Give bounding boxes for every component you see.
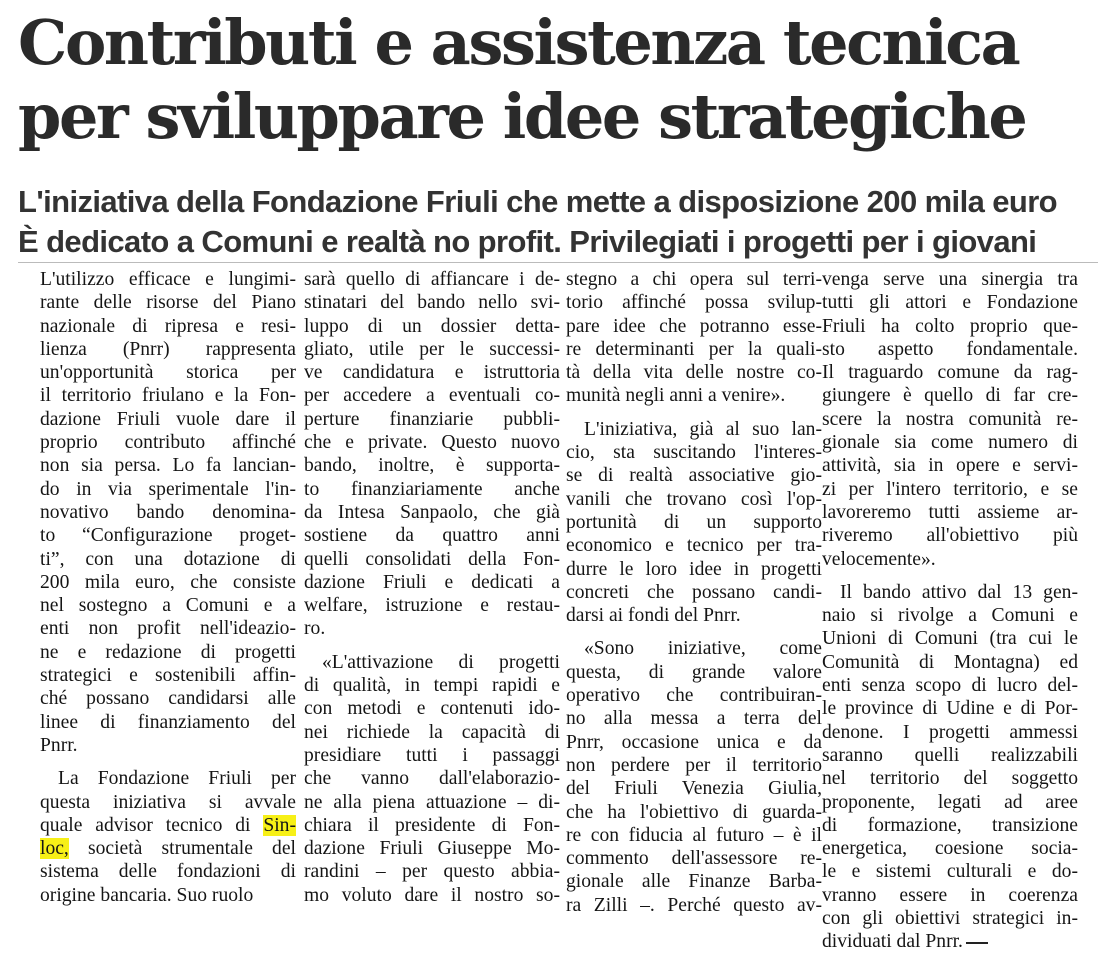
article-text-line: un'opportunità storica per	[40, 362, 296, 384]
article-text-line: rante delle risorse del Piano	[40, 292, 296, 314]
subheadline-line: È dedicato a Comuni e realtà no profit. Privilegiati i progetti per i giovani	[18, 224, 1037, 259]
article-text-line: di formazione, transizione	[822, 814, 1078, 836]
article-text-line: non sia persa. Lo fa lancian-	[40, 455, 296, 477]
article-text-line	[40, 814, 296, 837]
article-text-line: concreti che possano candi-	[566, 581, 822, 603]
article-text-line: ro.	[304, 618, 326, 640]
article-text-line: naio si rivolge a Comuni e	[822, 605, 1078, 627]
article-text-line: Unioni di Comuni (tra cui le	[822, 628, 1078, 650]
article-text-line: che vanno dall'elaborazio-	[304, 768, 560, 790]
article-text-line: operativo che contribuiran-	[566, 685, 822, 707]
article-column-2	[304, 268, 560, 907]
article-text-line: gionale alle Finanze Barba-	[566, 871, 822, 893]
article-text-line: ra Zilli –. Perché questo av-	[566, 894, 822, 916]
article-text-line: mo voluto dare il nostro so-	[304, 884, 560, 906]
article-text-line: vranno essere in coerenza	[822, 884, 1078, 906]
headline	[18, 6, 1098, 154]
article-text-line: Pnrr, occasione unica e da	[566, 731, 822, 753]
article-text-line: dazione Friuli vuole dare il	[40, 408, 296, 430]
article-text-line: Friuli ha colto proprio que-	[822, 315, 1078, 337]
article-text-line: «Sono iniziative, come	[584, 638, 822, 660]
article-text-line: novativo bando denomina-	[40, 501, 296, 523]
end-of-article-mark	[966, 942, 988, 944]
article-text-line: pare idee che potranno esse-	[566, 315, 822, 337]
article-text-line: sto aspetto fondamentale.	[822, 338, 1078, 360]
article-text-line: con gli obiettivi strategici in-	[822, 908, 1078, 930]
paragraph-gap	[566, 408, 822, 418]
article-text-line: ve candidatura e istruttoria	[304, 362, 560, 384]
article-text-line: nei richiede la capacità di	[304, 721, 560, 743]
article-column-1	[40, 268, 296, 907]
article-text-line: che ha l'obiettivo di guarda-	[566, 801, 822, 823]
subheadline-line: L'iniziativa della Fondazione Friuli che mette a disposizione 200 mila euro	[18, 184, 1058, 219]
article-text-line: no alla messa a terra del	[566, 708, 822, 730]
article-text-line: con metodi e contenuti ido-	[304, 698, 560, 720]
article-text-line: «L'attivazione di progetti	[322, 651, 560, 673]
article-text-line: durre le loro idee in progetti	[566, 558, 822, 580]
article-text-line: ne alla piena attuazione – di-	[304, 791, 560, 813]
article-text-line: tà della vita delle nostre co-	[566, 362, 822, 384]
article-text-line: quelli consolidati della Fon-	[304, 548, 560, 570]
article-text-line: commento dell'assessore re-	[566, 848, 822, 870]
article-text-line: saranno quelli realizzabili	[822, 744, 1078, 766]
article-text-line: che e private. Questo nuovo	[304, 432, 560, 454]
article-text-line: randini – per questo abbia-	[304, 861, 560, 883]
article-text-line: proponente, legati ad aree	[822, 791, 1078, 813]
paragraph-gap	[304, 641, 560, 651]
article-text-line: ne e redazione di progetti	[40, 641, 296, 663]
highlighted-text: Sin-	[263, 814, 296, 836]
article-text-line: giungere è quello di far cre-	[822, 385, 1078, 407]
article-text-line: Il traguardo comune da rag-	[822, 362, 1078, 384]
article-column-4	[822, 268, 1078, 954]
article-text-line: stinatari del bando nello svi-	[304, 292, 560, 314]
paragraph-gap	[566, 627, 822, 637]
article-text-line: origine bancaria. Suo ruolo	[40, 884, 254, 906]
article-text-line: riveremo all'obiettivo più	[822, 525, 1078, 547]
article-text-line: nel territorio del soggetto	[822, 768, 1078, 790]
article-text-line: darsi ai fondi del Pnrr.	[566, 605, 741, 627]
article-text-line: enti non profit nell'ideazio-	[40, 618, 296, 640]
article-text-line: denone. I progetti ammessi	[822, 721, 1078, 743]
article-text-line: cio, sta suscitando l'interes-	[566, 442, 822, 464]
article-text-line: La Fondazione Friuli per	[58, 768, 296, 790]
article-text-line: L'utilizzo efficace e lungimi-	[40, 269, 296, 290]
article-text-line: nazionale di ripresa e resi-	[40, 315, 296, 337]
article-text-line: gliato, utile per le successi-	[304, 338, 560, 360]
article-text-line: bando, inoltre, è supporta-	[304, 455, 560, 477]
article-text-line: to finanziariamente anche	[304, 478, 560, 500]
article-column-3	[566, 268, 822, 917]
article-text-line: welfare, istruzione e restau-	[304, 595, 560, 617]
article-text-line: dividuati dal Pnrr.	[822, 930, 1078, 953]
article-text-line: re con fiducia al futuro – è il	[566, 824, 822, 846]
article-text-line: sostiene da quattro anni	[304, 525, 560, 547]
article-text-line: chiara il presidente di Fon-	[304, 814, 560, 836]
article-text-line: linee di finanziamento del	[40, 711, 296, 733]
article-text-line: stegno a chi opera sul terri-	[566, 269, 822, 290]
article-text-line: perture finanziarie pubbli-	[304, 408, 560, 430]
article-text-line: 200 mila euro, che consiste	[40, 571, 296, 593]
headline-line: per sviluppare idee strategiche	[18, 80, 1026, 153]
article-text-line: se di realtà associative gio-	[566, 465, 822, 487]
article-text-line: da Intesa Sanpaolo, che già	[304, 501, 560, 523]
article-text-line: lienza (Pnrr) rappresenta	[40, 338, 296, 360]
article-text-line: enti senza scopo di lucro del-	[822, 675, 1078, 697]
article-text-line: to “Configurazione proget-	[40, 525, 296, 547]
paragraph-gap	[822, 571, 1078, 581]
article-text-line: strategici e sostenibili affin-	[40, 665, 296, 687]
article-text-line: del Friuli Venezia Giulia,	[566, 778, 822, 800]
article-text-line: presidiare tutti i passaggi	[304, 744, 560, 766]
subheadline	[18, 182, 1098, 262]
article-text-line: economico e tecnico per tra-	[566, 535, 822, 557]
article-text-line: dazione Friuli Giuseppe Mo-	[304, 838, 560, 860]
article-text-line: ché possano candidarsi alle	[40, 688, 296, 710]
article-text-line: luppo di un dossier detta-	[304, 315, 560, 337]
article-text-line: venga serve una sinergia tra	[822, 269, 1078, 290]
article-text-line: sarà quello di affiancare i de-	[304, 269, 560, 290]
article-text-line: munità negli anni a venire».	[566, 385, 786, 407]
article-text-line: Il bando attivo dal 13 gen-	[840, 581, 1078, 603]
article-text-line: L'iniziativa, già al suo lan-	[584, 418, 822, 440]
article-text-line: lavoreremo tutti assieme ar-	[822, 501, 1078, 523]
article-text-line: attività, sia in opere e servi-	[822, 455, 1078, 477]
article-text-line: le e sistemi culturali e do-	[822, 861, 1078, 883]
article-text-line: proprio contributo affinché	[40, 432, 296, 454]
headline-line: Contributi e assistenza tecnica	[18, 6, 1019, 79]
text-run: quale advisor tecnico di	[40, 814, 264, 836]
article-text-line: do in via sperimentale l'in-	[40, 478, 296, 500]
article-text-line: scere la nostra comunità re-	[822, 408, 1078, 430]
article-text-line: questa, di grande valore	[566, 661, 822, 683]
article-text-line: velocemente».	[822, 548, 936, 570]
article-text-line: le province di Udine e di Por-	[822, 698, 1078, 720]
article-text-line: Comunità di Montagna) ed	[822, 651, 1078, 673]
article-text-line: ti”, con una dotazione di	[40, 548, 296, 570]
article-text-line: zi per l'intero territorio, e se	[822, 478, 1078, 500]
article-text-line: dazione Friuli e dedicati a	[304, 571, 560, 593]
article-text-line: energetica, coesione socia-	[822, 838, 1078, 860]
article-text-line: di qualità, in tempi rapidi e	[304, 675, 560, 697]
article-text-line: Pnrr.	[40, 734, 78, 756]
article-text-line: torio affinché possa svilup-	[566, 292, 822, 314]
article-text-line: tutti gli attori e Fondazione	[822, 292, 1078, 314]
paragraph-gap	[40, 757, 296, 767]
divider	[18, 262, 1098, 263]
article-text-line: gionale sia come numero di	[822, 432, 1078, 454]
text-run: società strumentale del	[68, 838, 296, 860]
highlighted-text: loc,	[40, 838, 69, 860]
article-text-line	[40, 837, 296, 860]
article-text-line: per accedere a eventuali co-	[304, 385, 560, 407]
article-text-line: re determinanti per la quali-	[566, 338, 822, 360]
article-text-line: non perdere per il territorio	[566, 754, 822, 776]
article-text-line: sistema delle fondazioni di	[40, 861, 296, 883]
article-text-line: nel sostegno a Comuni e a	[40, 595, 296, 617]
article-text-line: vanili che trovano così l'op-	[566, 488, 822, 510]
article-text-line: il territorio friulano e la Fon-	[40, 385, 296, 407]
article-text-line: questa iniziativa si avvale	[40, 791, 296, 813]
article-text-line: portunità di un supporto	[566, 511, 822, 533]
